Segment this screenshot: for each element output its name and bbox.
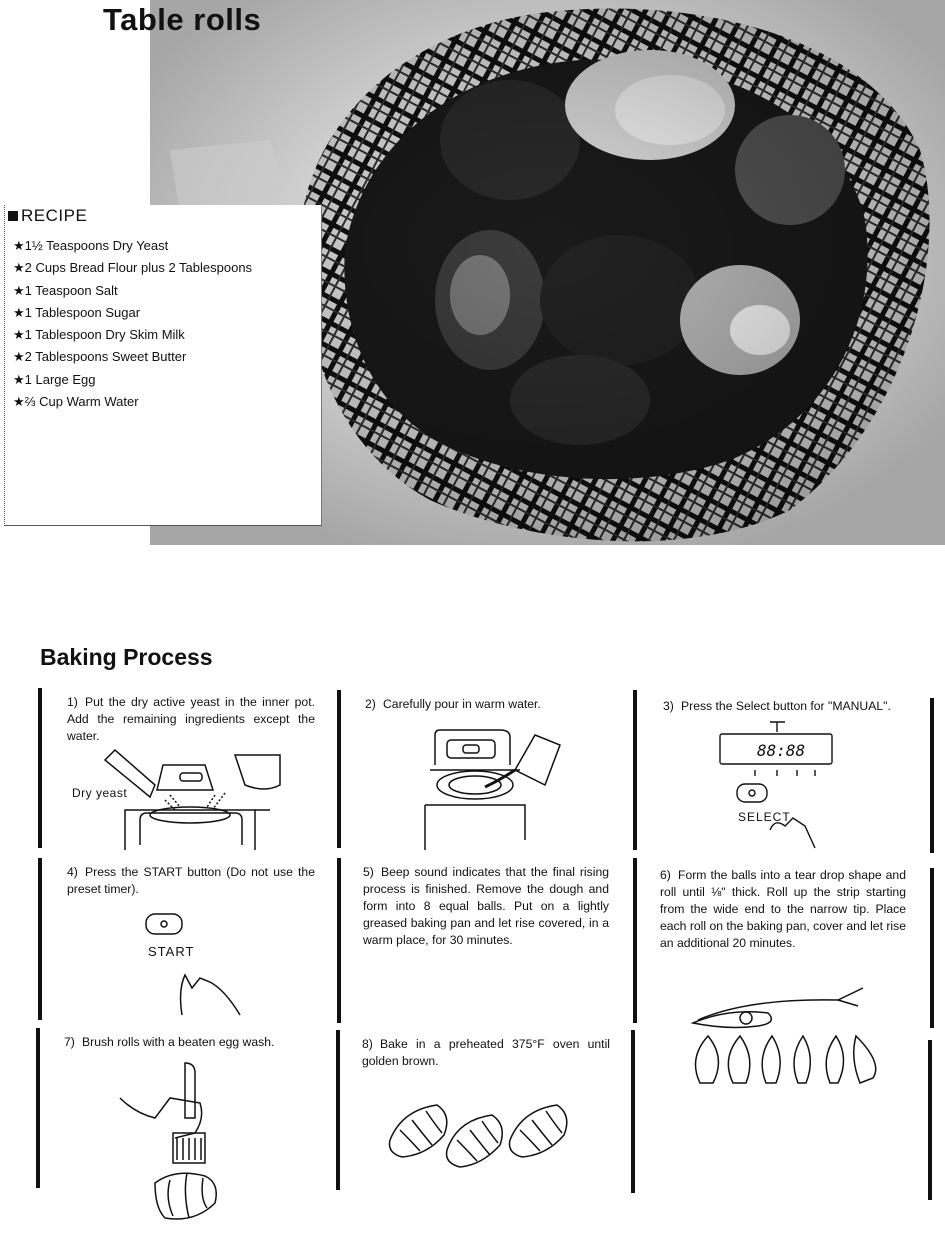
column-divider [930,868,934,1028]
ingredient-item: ★1 Teaspoon Salt [13,282,118,298]
ingredient-item: ★2 Cups Bread Flour plus 2 Tablespoons [13,260,253,276]
ingredient-item: ★1 Tablespoon Dry Skim Milk [13,327,185,343]
ingredient-list [13,236,252,414]
select-panel-illustration [715,718,840,853]
baked-rolls-illustration [382,1095,582,1170]
step-text: Press the Select button for "MANUAL". [681,699,891,713]
column-divider [336,1030,340,1190]
step-text: Press the START button (Do not use the preset timer). [67,865,315,896]
column-divider [36,1028,40,1188]
step-number: 7) [64,1035,75,1049]
step-number: 8) [362,1037,373,1051]
pour-water-illustration [415,725,565,850]
baking-process-title: Baking Process [40,644,213,670]
shape-rolls-illustration [688,978,888,1088]
step-text: Put the dry active yeast in the inner pot. Add the remaining ingredients except the water. [67,695,315,743]
step-number: 6) [660,868,671,882]
column-divider [631,1030,635,1193]
ingredient-item: ★1½ Teaspoons Dry Yeast [13,238,169,253]
step-8 [362,1036,610,1070]
square-bullet-icon [8,211,18,221]
column-divider [337,690,341,848]
step-7 [64,1034,314,1051]
step-3 [663,698,923,715]
select-label: SELECT [738,810,791,824]
page-title: Table rolls [103,2,262,37]
step-number: 3) [663,699,674,713]
start-panel-illustration [140,910,260,1020]
recipe-heading-label: RECIPE [21,206,88,225]
column-divider [928,1040,932,1200]
step-text: Carefully pour in warm water. [383,697,541,711]
column-divider [337,858,341,1023]
start-label: START [148,944,195,959]
column-divider [633,690,637,850]
step-text: Beep sound indicates that the final rising process is finished. Remove the dough and form into 8 equal balls. Put on a lightly greased baking pan and let rise covered, in a warm place, for 30 minutes. [363,865,609,947]
step-number: 1) [67,695,78,709]
step-text: Brush rolls with a beaten egg wash. [82,1035,275,1049]
dry-yeast-label: Dry yeast [72,786,128,800]
step-number: 4) [67,865,78,879]
column-divider [633,858,637,1023]
display-digits: 88:88 [757,741,806,760]
ingredient-item: ★⅔ Cup Warm Water [13,394,139,410]
step-number: 5) [363,865,374,879]
ingredient-item: ★2 Tablespoons Sweet Butter [13,349,187,365]
ingredient-item: ★1 Large Egg [13,371,96,387]
step-text: Bake in a preheated 375°F oven until golden brown. [362,1037,610,1068]
step-number: 2) [365,697,376,711]
column-divider [38,858,42,1020]
column-divider [930,698,934,853]
step-6 [660,867,906,952]
step-text: Form the balls into a tear drop shape and roll until ⅛" thick. Roll up the strip starting from the wide end to the narrow tip. Place each roll on the baking pan, cover and let rise an additional 20 minutes. [660,868,906,950]
column-divider [38,688,42,848]
brush-egg-wash-illustration [115,1058,225,1228]
step-4 [67,864,315,898]
ingredient-item: ★1 Tablespoon Sugar [13,304,141,320]
recipe-heading [8,206,87,226]
step-5 [363,864,609,949]
step-2 [365,696,615,713]
step-1 [67,694,315,745]
